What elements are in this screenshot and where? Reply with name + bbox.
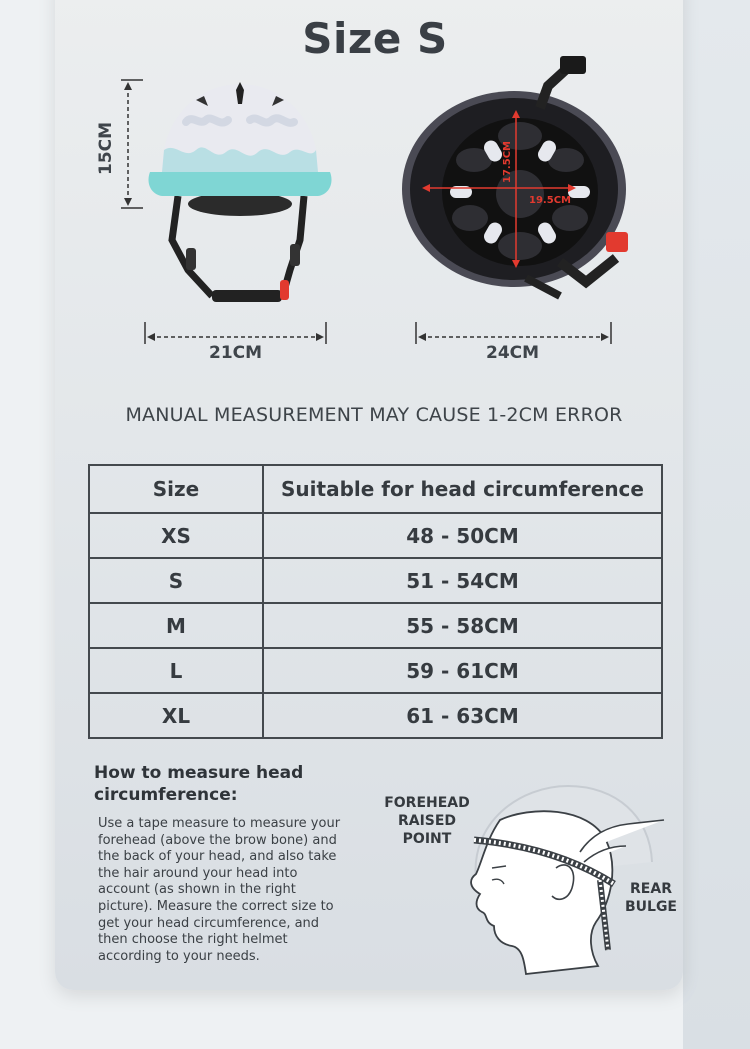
size-cell: M [89, 603, 263, 648]
howto-body: Use a tape measure to measure your forehead (above the brow bone) and the back of your head, and also take the hair around your head into account (as shown in the right picture). Measure the correct size to get your head circumference, and then choose the right helmet according to your needs. [98, 816, 341, 964]
forehead-label: FOREHEAD RAISED POINT [384, 795, 470, 847]
size-cell: S [89, 558, 263, 603]
size-cell: XL [89, 693, 263, 738]
range-cell: 61 - 63CM [263, 693, 662, 738]
page-title: Size S [302, 14, 448, 63]
range-cell: 55 - 58CM [263, 603, 662, 648]
rear-bulge-label: REAR BULGE [624, 881, 677, 915]
range-cell: 59 - 61CM [263, 648, 662, 693]
size-cell: L [89, 648, 263, 693]
header-size: Size [89, 465, 263, 513]
inner-length-label: 17.5CM [502, 141, 513, 183]
range-cell: 51 - 54CM [263, 558, 662, 603]
height-label: 15CM [96, 121, 116, 175]
width-bottom-label: 24CM [486, 343, 540, 363]
size-cell: XS [89, 513, 263, 558]
width-front-label: 21CM [209, 343, 263, 363]
howto-title: How to measure head circumference: [94, 763, 304, 805]
measurement-error-note: MANUAL MEASUREMENT MAY CAUSE 1-2CM ERROR [125, 404, 623, 426]
inner-width-label: 19.5CM [529, 195, 571, 206]
range-cell: 48 - 50CM [263, 513, 662, 558]
header-circumference: Suitable for head circumference [263, 465, 662, 513]
